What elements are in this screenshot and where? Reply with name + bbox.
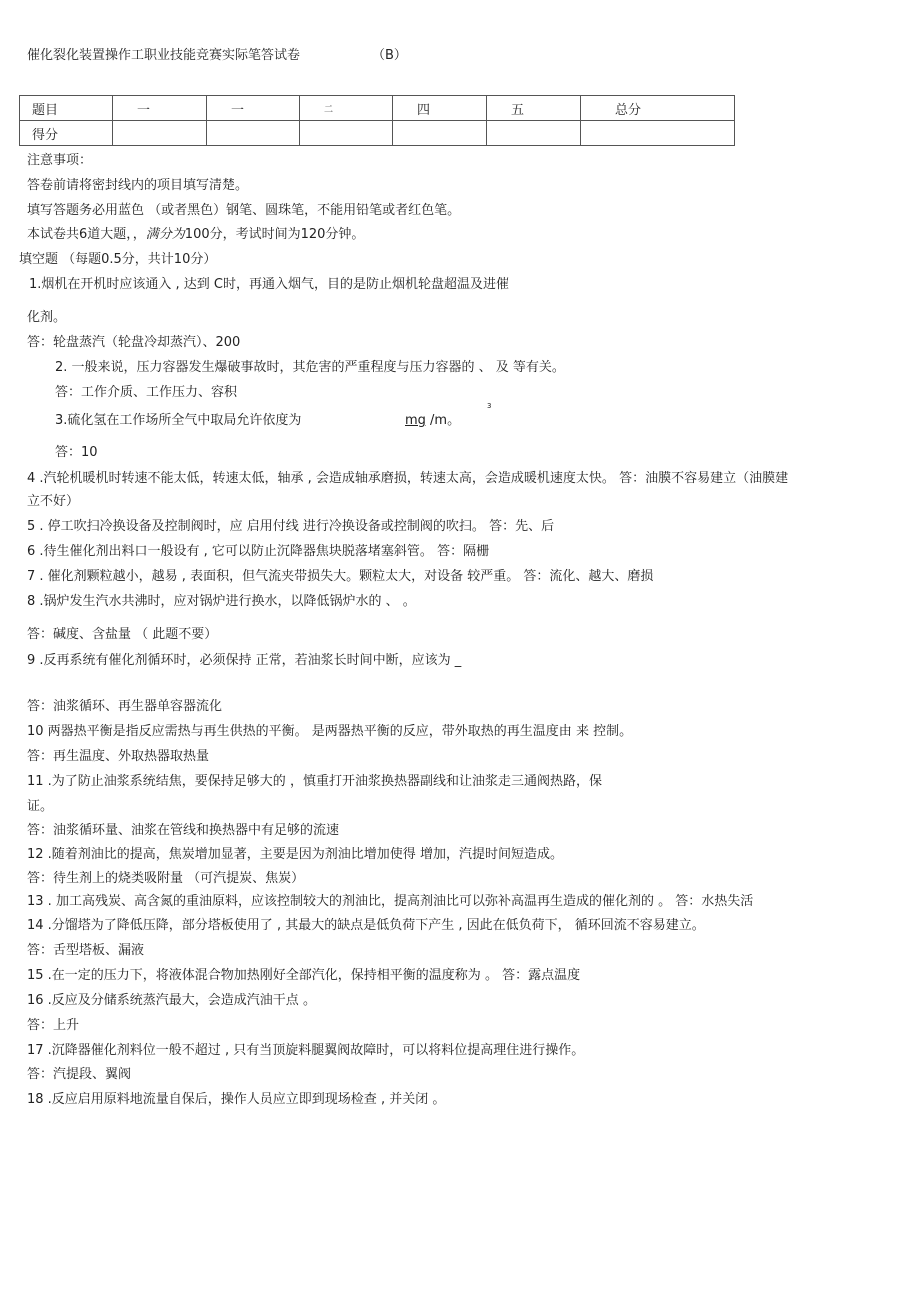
question-line: 5 . 停工吹扫冷换设备及控制阀时，应 启用付线 进行冷换设备或控制阀的吹扫。 答：先、后 (27, 519, 555, 534)
question-line: 10 两器热平衡是指反应需热与再生供热的平衡。 是两器热平衡的反应，带外取热的再生温度由 来 控制。 (27, 724, 633, 739)
score-table (19, 95, 735, 146)
header-cell: 二 (300, 96, 393, 121)
superscript: 3 (487, 402, 492, 410)
header-cell: 四 (393, 96, 487, 121)
question-line: 证。 (27, 799, 54, 814)
score-cell[interactable] (487, 121, 581, 146)
answer-line: 答：碱度、含盐量 （ 此题不要） (27, 627, 218, 642)
score-table-score-row (20, 121, 735, 146)
notes-heading: 注意事项： (27, 153, 93, 168)
question-line: 17 .沉降器催化剂料位一般不超过 , 只有当顶旋料腿翼阀故障时，可以将料位提高理住进行操作。 (27, 1043, 585, 1058)
answer-line: 答：工作介质、工作压力、容积 (55, 385, 238, 400)
exam-title: 催化裂化装置操作工职业技能竞赛实际笔答试卷 (27, 48, 301, 63)
question-line: 8 .锅炉发生汽水共沸时，应对锅炉进行换水，以降低锅炉水的 、 。 (27, 594, 416, 609)
question-line: 9 .反再系统有催化剂循环时，必须保持 正常，若油浆长时间中断，应该为 _ (27, 653, 462, 668)
question-line: 3.硫化氢在工作场所全气中取局允许依度为 (55, 413, 302, 428)
question-line: 14 .分馏塔为了降低压降，部分塔板使用了 , 其最大的缺点是低负荷下产生 , 因此在低负荷下， 循环回流不容易建立。 (27, 918, 705, 933)
answer-line: 答：舌型塔板、漏液 (27, 943, 145, 958)
note-item (27, 227, 364, 243)
question-line: 12 .随着剂油比的提高，焦炭增加显著，主要是因为剂油比增加使得 增加，汽提时间短造成。 (27, 847, 563, 862)
header-cell: 一 (207, 96, 300, 121)
question-line: 化剂。 (27, 310, 67, 325)
score-cell[interactable] (300, 121, 393, 146)
score-row-label: 得分 (20, 121, 113, 146)
answer-line: 答：油浆循环量、油浆在管线和换热器中有足够的流速 (27, 823, 340, 838)
score-table-header-row (20, 96, 735, 121)
answer-line: 答：10 (55, 445, 98, 460)
unit-tail: /m。 (425, 413, 461, 428)
question-line: 4 .汽轮机暖机时转速不能太低，转速太低，轴承 , 会造成轴承磨损，转速太高，会造成暖机速度太快。 答：油膜不容易建立（油膜建 (27, 471, 789, 486)
note-item: 答卷前请将密封线内的项目填写清楚。 (27, 178, 249, 193)
question-line: 11 .为了防止油浆系统结焦，要保持足够大的 ，慎重打开油浆换热器副线和让油浆走三通阀热路，保 (27, 774, 602, 789)
question-line: 立不好） (27, 494, 80, 509)
answer-line: 答：油浆循环、再生器单容器流化 (27, 699, 223, 714)
section-heading: 填空题 （每题0.5分，共计10分） (19, 252, 217, 267)
question-line: 16 .反应及分储系统蒸汽最大，会造成汽油干点 。 (27, 993, 316, 1008)
header-cell: 题目 (20, 96, 113, 121)
question-line: 1.烟机在开机时应该通入 , 达到 C时，再通入烟气，目的是防止烟机轮盘超温及进催 (29, 277, 510, 292)
note-text: 本试卷共6道大题，， (27, 227, 146, 242)
score-cell[interactable] (113, 121, 207, 146)
question-unit (405, 413, 460, 429)
header-cell: 一 (113, 96, 207, 121)
question-line: 7 . 催化剂颗粒越小，越易 , 表面积，但气流夹带损失大。颗粒太大，对设备 较严重。 答：流化、越大、磨损 (27, 569, 654, 584)
question-line: 2. 一般来说，压力容器发生爆破事故时，其危害的严重程度与压力容器的 、 及 等有关。 (55, 360, 565, 375)
score-cell[interactable] (581, 121, 735, 146)
question-line: 6 .待生催化剂出料口一般设有 , 它可以防止沉降器焦块脱落堵塞斜管。 答：隔栅 (27, 544, 490, 559)
note-item: 填写答题务必用蓝色 （或者黑色）钢笔、圆珠笔，不能用铅笔或者红色笔。 (27, 203, 461, 218)
answer-line: 答：待生剂上的烧类吸附量 （可汽提炭、焦炭） (27, 871, 305, 886)
unit-underlined: mg (405, 413, 426, 428)
note-text-italic: 满分为 (145, 227, 185, 242)
exam-title-suffix: （B） (372, 48, 407, 63)
score-cell[interactable] (393, 121, 487, 146)
header-cell: 五 (487, 96, 581, 121)
answer-line: 答：轮盘蒸汽（轮盘冷却蒸汽）、200 (27, 335, 241, 350)
question-line: 18 .反应启用原料地流量自保后，操作人员应立即到现场检查 , 并关闭 。 (27, 1092, 446, 1107)
answer-line: 答：汽提段、翼阀 (27, 1067, 132, 1082)
answer-line: 答：再生温度、外取热器取热量 (27, 749, 210, 764)
answer-line: 答：上升 (27, 1018, 80, 1033)
header-cell: 总分 (581, 96, 735, 121)
question-line: 15 .在一定的压力下，将液体混合物加热刚好全部汽化，保持相平衡的温度称为 。 答：露点温度 (27, 968, 581, 983)
score-cell[interactable] (207, 121, 300, 146)
question-line: 13 . 加工高残炭、高含氮的重油原料，应该控制较大的剂油比，提高剂油比可以弥补高温再生造成的催化剂的 。 答：水热失活 (27, 894, 754, 909)
note-text: 100分，考试时间为120分钟。 (184, 227, 365, 242)
